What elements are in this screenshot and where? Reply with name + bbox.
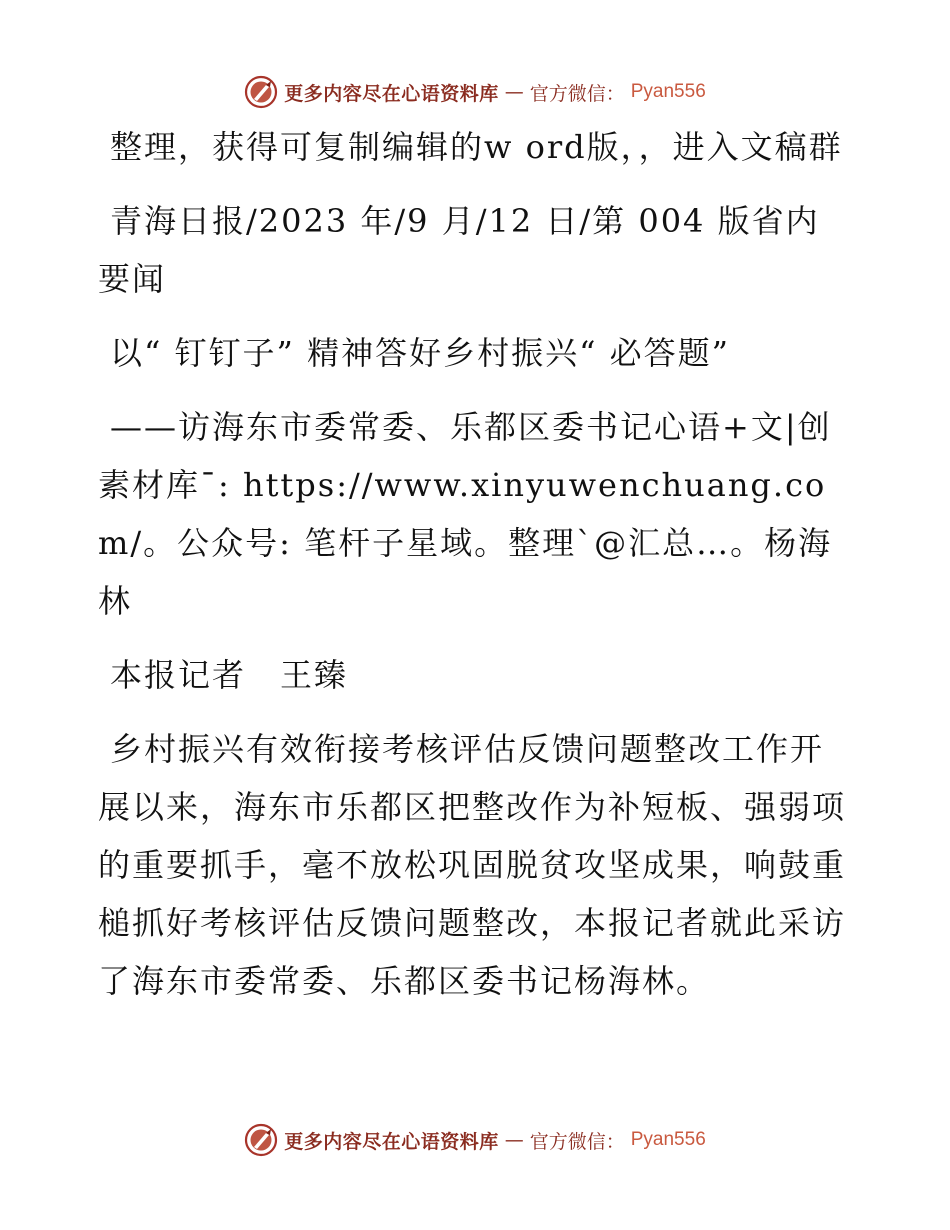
source-line: 青海日报/2023 年/9 月/12 日/第 004 版省内要闻 [98, 202, 820, 298]
banner-main-text: 更多内容尽在心语资料库 [284, 82, 499, 105]
banner-wechat-id: Pyan556 [630, 1129, 706, 1150]
intro-paragraph: 整理，获得可复制编辑的w ord版，，进入文稿群 [110, 128, 843, 166]
banner-main-text: 更多内容尽在心语资料库 [284, 1130, 499, 1153]
quill-pen-seal-icon [244, 75, 278, 109]
banner-official-wechat-label: 官方微信： [529, 82, 625, 105]
banner-wechat-id: Pyan556 [630, 81, 706, 102]
banner-official-wechat-label: 官方微信： [529, 1130, 625, 1153]
banner-dash: — [504, 81, 524, 103]
quill-pen-seal-icon [244, 1123, 278, 1157]
subheadline: ——访海东市委常委、乐都区委书记心语+文|创素材库¯: https://www.xinyuwenchuang.com/。公众号: 笔杆子星域。整理`@汇总…。杨海林 [98, 408, 833, 620]
header-banner [0, 72, 950, 112]
byline: 本报记者 王臻 [110, 656, 349, 694]
headline: 以“ 钉钉子” 精神答好乡村振兴“ 必答题” [110, 334, 730, 372]
banner-dash: — [504, 1129, 524, 1151]
footer-banner [0, 1120, 950, 1160]
document-body [98, 118, 850, 1026]
body-paragraph: 乡村振兴有效衔接考核评估反馈问题整改工作开展以来，海东市乐都区把整改作为补短板、强弱项的重要抓手，毫不放松巩固脱贫攻坚成果，响鼓重槌抓好考核评估反馈问题整改，本报记者就此采访了海东市委常委、乐都区委书记杨海林。 [98, 730, 847, 1000]
